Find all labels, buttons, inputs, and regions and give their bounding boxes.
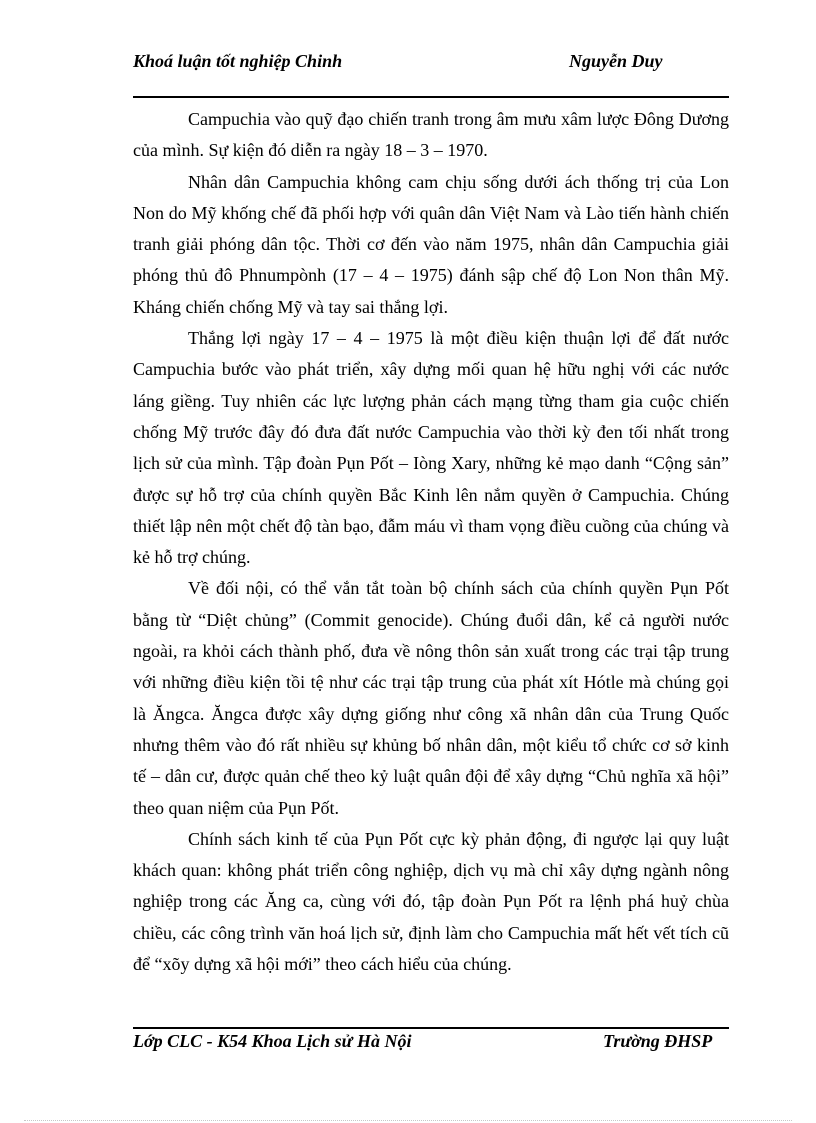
header-divider	[133, 96, 729, 98]
page-boundary	[24, 1120, 792, 1121]
document-body	[133, 104, 729, 980]
footer-divider	[133, 1027, 729, 1029]
paragraph: Campuchia vào quỹ đạo chiến tranh trong âm mưu xâm lược Đông Dương của mình. Sự kiện đó diễn ra ngày 18 – 3 – 1970.	[133, 109, 729, 161]
paragraph: Chính sách kinh tế của Pụn Pốt cực kỳ phản động, đi ngược lại quy luật khách quan: không phát triển công nghiệp, dịch vụ mà chỉ xây dựng ngành nông nghiệp trong các Ăng ca, cùng với đó, tập đoàn Pụn Pốt ra lệnh phá huỷ chùa chiều, các công trình văn hoá lịch sử, định làm cho Campuchia mất hết vết tích cũ để “xõy dựng xã hội mới” theo cách hiểu của chúng.	[133, 828, 729, 975]
header-thesis-title: Khoá luận tốt nghiệp Chinh	[133, 51, 343, 71]
footer-class-info: Lớp CLC - K54 Khoa Lịch sử Hà Nội	[133, 1031, 412, 1051]
footer-university: Trường ĐHSP	[603, 1031, 713, 1051]
page-footer	[133, 1030, 729, 1076]
paragraph: Nhân dân Campuchia không cam chịu sống dưới ách thống trị của Lon Non do Mỹ khống chế đã phối hợp với quân dân Việt Nam và Lào tiến hành chiến tranh giải phóng dân tộc. Thời cơ đến vào năm 1975, nhân dân Campuchia giải phóng thủ đô Phnumpònh (17 – 4 – 1975) đánh sập chế độ Lon Non thân Mỹ. Kháng chiến chống Mỹ và tay sai thắng lợi.	[133, 171, 729, 317]
page-header	[133, 50, 729, 96]
paragraph: Về đối nội, có thể vắn tắt toàn bộ chính sách của chính quyền Pụn Pốt bằng từ “Diệt chủng” (Commit genocide). Chúng đuổi dân, kể cả người nước ngoài, ra khỏi cách thành phố, đưa về nông thôn sản xuất trong các trại tập trung với những điều kiện tồi tệ như các trại tập trung của phát xít Hótle mà chúng gọi là Ăngca. Ăngca được xây dựng giống như công xã nhân dân của Trung Quốc nhưng thêm vào đó rất nhiều sự khủng bố nhân dân, một kiểu tổ chức cơ sở kinh tế – dân cư, được quản chế theo kỷ luật quân đội để xây dựng “Chủ nghĩa xã hội” theo quan niệm của Pụn Pốt.	[133, 578, 729, 818]
header-author: Nguyễn Duy	[569, 51, 663, 71]
paragraph: Thắng lợi ngày 17 – 4 – 1975 là một điều kiện thuận lợi để đất nước Campuchia bước vào phát triển, xây dựng mối quan hệ hữu nghị với các nước láng giềng. Tuy nhiên các lực lượng phản cách mạng từng tham gia cuộc chiến chống Mỹ trước đây đó đưa đất nước Campuchia vào thời kỳ đen tối nhất trong lịch sử của mình. Tập đoàn Pụn Pốt – Iòng Xary, những kẻ mạo danh “Cộng sản” được sự hỗ trợ của chính quyền Bắc Kinh lên nắm quyền ở Campuchia. Chúng thiết lập nên một chết độ tàn bạo, đẫm máu vì tham vọng điều cuồng của chúng và kẻ hỗ trợ chúng.	[133, 328, 729, 568]
